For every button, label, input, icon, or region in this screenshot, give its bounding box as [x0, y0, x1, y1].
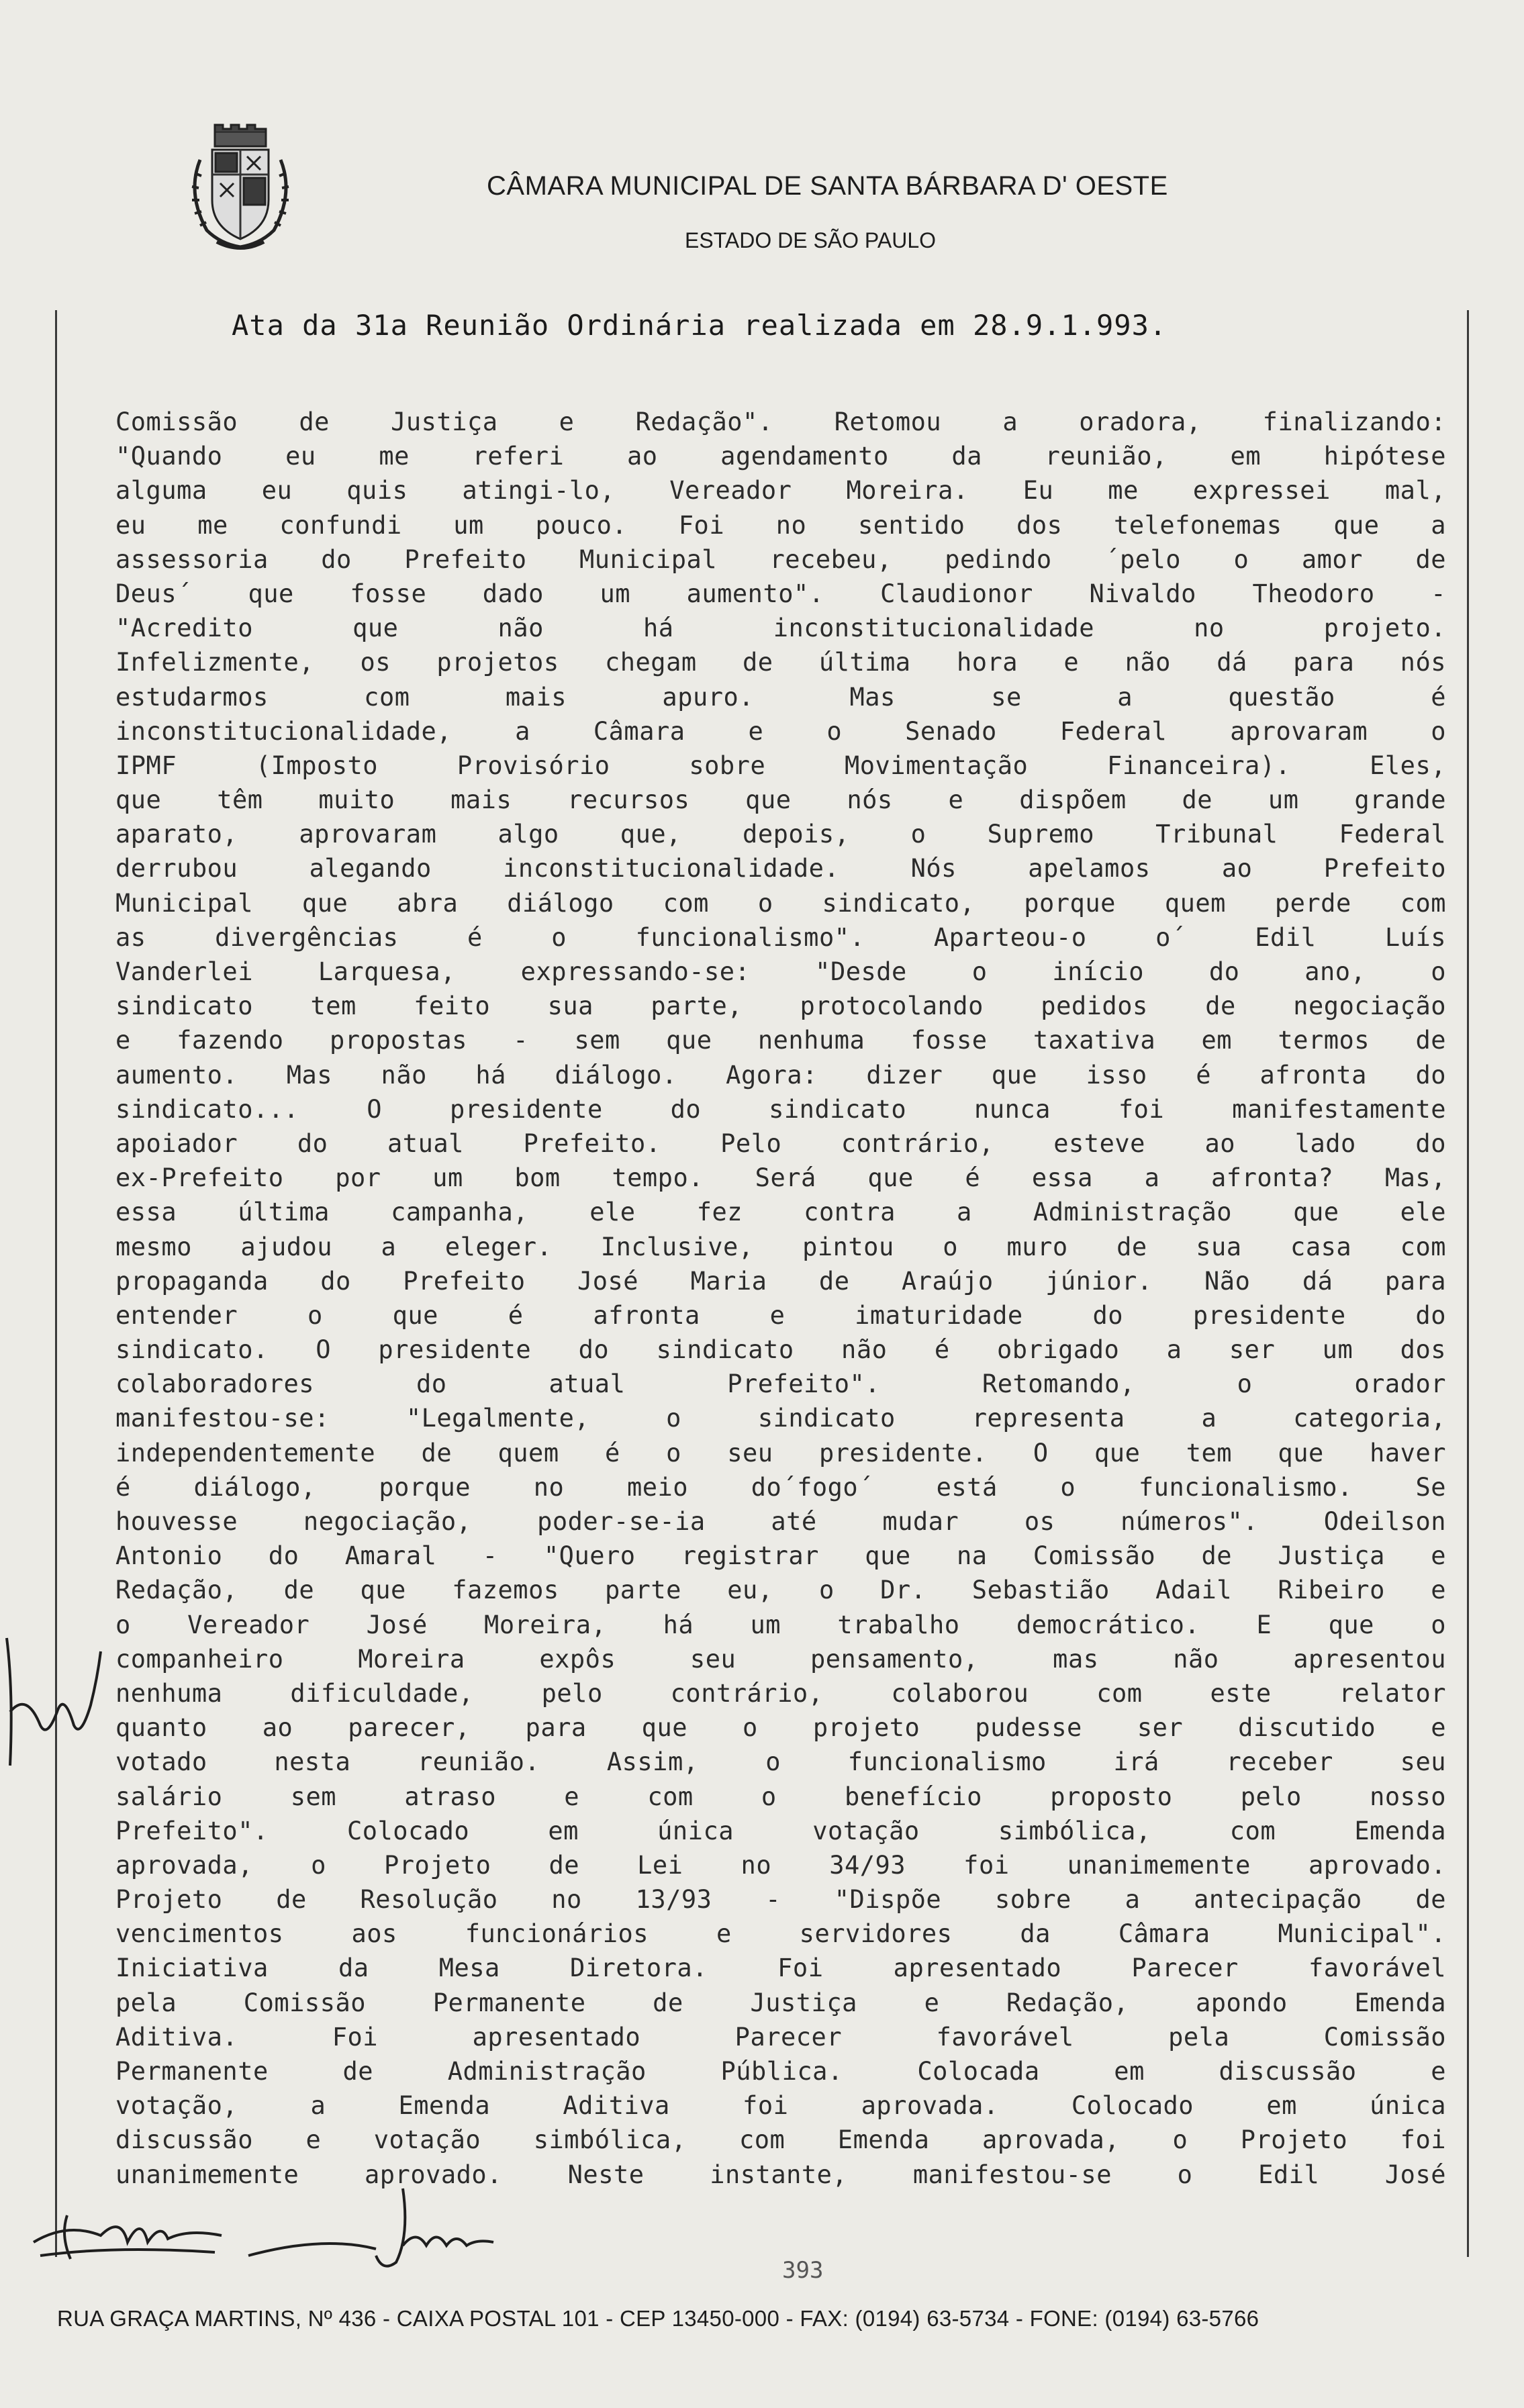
text-line: Municipal que abra diálogo com o sindicato, porque quem perde com — [115, 888, 1446, 918]
institution-name: CÂMARA MUNICIPAL DE SANTA BÁRBARA D' OESTE — [487, 171, 1168, 201]
text-line: mesmo ajudou a eleger. Inclusive, pintou o muro de sua casa com — [115, 1232, 1446, 1261]
text-line: e fazendo propostas - sem que nenhuma fosse taxativa em termos de — [115, 1026, 1446, 1055]
text-line: colaboradores do atual Prefeito". Retomando, o orador — [115, 1369, 1446, 1399]
text-line: manifestou-se: "Legalmente, o sindicato representa a categoria, — [115, 1404, 1446, 1433]
text-line: Prefeito". Colocado em única votação simbólica, com Emenda — [115, 1816, 1446, 1845]
text-line: entender o que é afronta e imaturidade do presidente do — [115, 1300, 1446, 1330]
margin-signature-icon — [0, 1611, 107, 1799]
left-margin-rule — [55, 310, 57, 2257]
text-line: Deus´ que fosse dado um aumento". Claudionor Nivaldo Theodoro - — [115, 579, 1446, 608]
text-line: eu me confundi um pouco. Foi no sentido dos telefonemas que a — [115, 510, 1446, 540]
text-line: companheiro Moreira expôs seu pensamento, mas não apresentou — [115, 1644, 1446, 1674]
text-line: quanto ao parecer, para que o projeto pudesse ser discutido e — [115, 1713, 1446, 1743]
signature-left-icon — [27, 2195, 228, 2269]
footer-address: RUA GRAÇA MARTINS, Nº 436 - CAIXA POSTAL 101 - CEP 13450-000 - FAX: (0194) 63-5734 - FONE: (0194) 63-5766 — [57, 2306, 1259, 2331]
text-line: Redação, de que fazemos parte eu, o Dr. Sebastião Adail Ribeiro e — [115, 1576, 1446, 1605]
text-line: Aditiva. Foi apresentado Parecer favorável pela Comissão — [115, 2022, 1446, 2052]
text-line: essa última campanha, ele fez contra a Administração que ele — [115, 1198, 1446, 1227]
text-line: Permanente de Administração Pública. Colocada em discussão e — [115, 2057, 1446, 2086]
text-line: Iniciativa da Mesa Diretora. Foi apresentado Parecer favorável — [115, 1954, 1446, 1983]
signature-right-icon — [242, 2182, 497, 2276]
text-line: IPMF (Imposto Provisório sobre Movimentação Financeira). Eles, — [115, 751, 1446, 780]
text-line: Comissão de Justiça e Redação". Retomou a oradora, finalizando: — [115, 407, 1446, 436]
text-line: votação, a Emenda Aditiva foi aprovada. Colocado em única — [115, 2091, 1446, 2121]
text-line: independentemente de quem é o seu presidente. O que tem que haver — [115, 1438, 1446, 1467]
text-line: "Acredito que não há inconstitucionalidade no projeto. — [115, 614, 1446, 643]
text-line: aprovada, o Projeto de Lei no 34/93 foi unanimemente aprovado. — [115, 1850, 1446, 1880]
text-line: salário sem atraso e com o benefício proposto pelo nosso — [115, 1782, 1446, 1811]
text-line: assessoria do Prefeito Municipal recebeu, pedindo ´pelo o amor de — [115, 544, 1446, 574]
text-line: inconstitucionalidade, a Câmara e o Senado Federal aprovaram o — [115, 716, 1446, 746]
text-line: unanimemente aprovado. Neste instante, manifestou-se o Edil José — [115, 2160, 1446, 2189]
text-line: aumento. Mas não há diálogo. Agora: dizer que isso é afronta do — [115, 1060, 1446, 1090]
text-line: pela Comissão Permanente de Justiça e Redação, apondo Emenda — [115, 1988, 1446, 2017]
text-line: Projeto de Resolução no 13/93 - "Dispõe sobre a antecipação de — [115, 1885, 1446, 1915]
document-title — [232, 309, 1373, 342]
text-line: derrubou alegando inconstitucionalidade. Nós apelamos ao Prefeito — [115, 854, 1446, 883]
text-line: houvesse negociação, poder-se-ia até mudar os números". Odeilson — [115, 1507, 1446, 1536]
text-line: ex-Prefeito por um bom tempo. Será que é essa a afronta? Mas, — [115, 1163, 1446, 1193]
text-line: Vanderlei Larquesa, expressando-se: "Desde o início do ano, o — [115, 957, 1446, 986]
text-line: Antonio do Amaral - "Quero registrar que na Comissão de Justiça e — [115, 1541, 1446, 1571]
minutes-body — [115, 405, 1446, 2192]
text-line: propaganda do Prefeito José Maria de Araújo júnior. Não dá para — [115, 1266, 1446, 1296]
text-line: Infelizmente, os projetos chegam de última hora e não dá para nós — [115, 648, 1446, 677]
text-line: alguma eu quis atingi-lo, Vereador Moreira. Eu me expressei mal, — [115, 476, 1446, 505]
text-line: nenhuma dificuldade, pelo contrário, colaborou com este relator — [115, 1678, 1446, 1708]
text-line: apoiador do atual Prefeito. Pelo contrário, esteve ao lado do — [115, 1128, 1446, 1158]
text-line: que têm muito mais recursos que nós e dispõem de um grande — [115, 785, 1446, 815]
state-name: ESTADO DE SÃO PAULO — [685, 228, 937, 252]
page-number: 393 — [782, 2257, 824, 2284]
coat-of-arms-icon — [180, 119, 301, 254]
text-line: estudarmos com mais apuro. Mas se a questão é — [115, 682, 1446, 712]
right-margin-rule — [1467, 310, 1469, 2257]
document-title-text: Ata da 31a Reunião Ordinária realizada em 28.9.1.993. — [232, 309, 1168, 342]
text-line: sindicato... O presidente do sindicato nunca foi manifestamente — [115, 1094, 1446, 1124]
text-line: é diálogo, porque no meio do´fogo´ está o funcionalismo. Se — [115, 1472, 1446, 1502]
text-line: sindicato tem feito sua parte, protocolando pedidos de negociação — [115, 992, 1446, 1021]
text-line: as divergências é o funcionalismo". Aparteou-o o´ Edil Luís — [115, 922, 1446, 952]
text-line: discussão e votação simbólica, com Emenda aprovada, o Projeto foi — [115, 2125, 1446, 2155]
text-line: votado nesta reunião. Assim, o funcionalismo irá receber seu — [115, 1747, 1446, 1777]
text-line: aparato, aprovaram algo que, depois, o Supremo Tribunal Federal — [115, 820, 1446, 849]
text-line: sindicato. O presidente do sindicato não é obrigado a ser um dos — [115, 1335, 1446, 1365]
text-line: o Vereador José Moreira, há um trabalho democrático. E que o — [115, 1610, 1446, 1639]
text-line: vencimentos aos funcionários e servidores da Câmara Municipal". — [115, 1919, 1446, 1949]
text-line: "Quando eu me referi ao agendamento da reunião, em hipótese — [115, 442, 1446, 471]
